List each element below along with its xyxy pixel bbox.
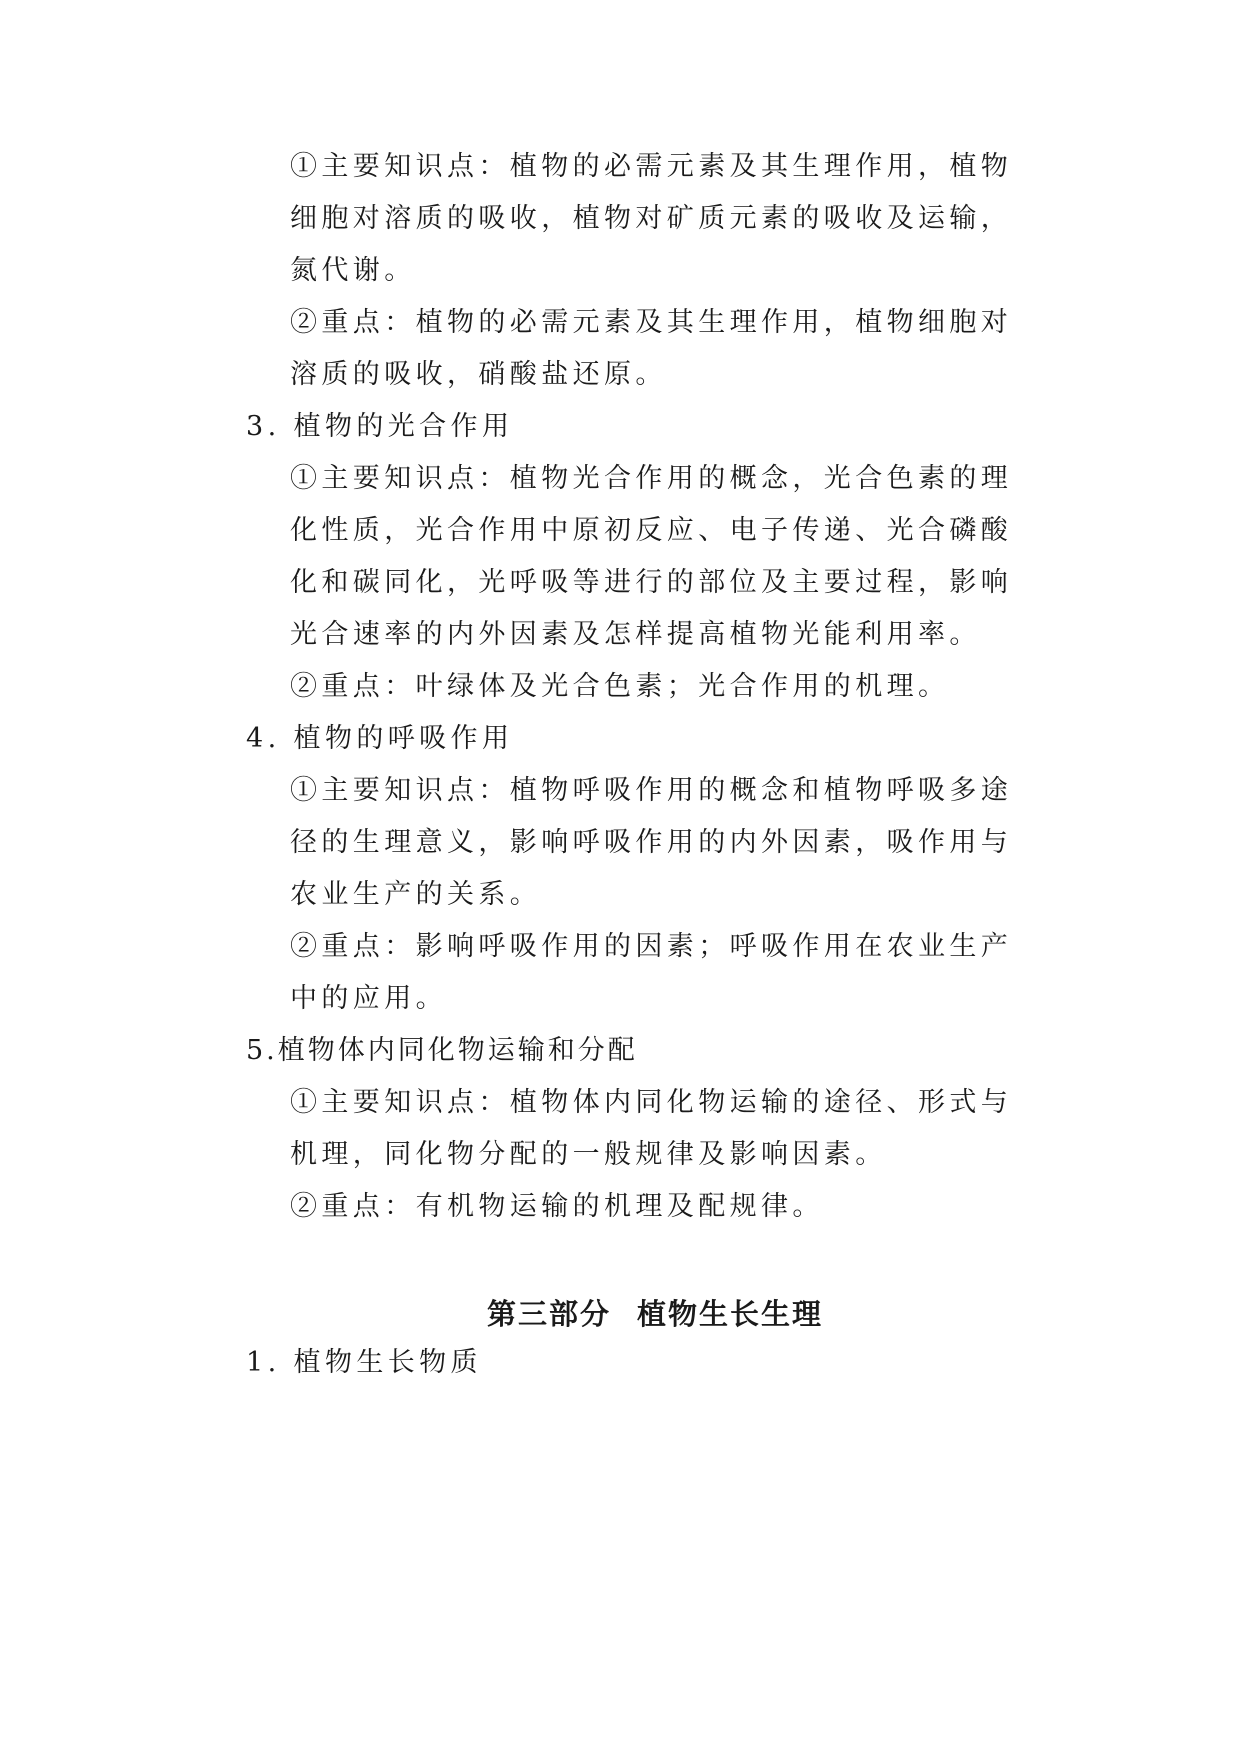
part-heading [0, 1296, 1240, 1332]
key-points-line: ②重点：植物的必需元素及其生理作用，植物细胞对 [290, 307, 1013, 338]
knowledge-points-line: 机理，同化物分配的一般规律及影响因素。 [290, 1139, 887, 1170]
section-title-growth-substances: 1. 植物生长物质 [246, 1347, 482, 1378]
key-points-line: ②重点：影响呼吸作用的因素；呼吸作用在农业生产 [290, 931, 1013, 962]
part-heading-title: 植物生长生理 [637, 1297, 824, 1331]
knowledge-points-line: 径的生理意义，影响呼吸作用的内外因素，吸作用与 [290, 827, 1013, 858]
key-points-line: 中的应用。 [290, 983, 447, 1014]
knowledge-points-line: 化性质，光合作用中原初反应、电子传递、光合磷酸 [290, 515, 1013, 546]
key-points-line: 溶质的吸收，硝酸盐还原。 [290, 359, 667, 390]
knowledge-points-line: ①主要知识点：植物的必需元素及其生理作用，植物 [290, 151, 1013, 182]
knowledge-points-line: 农业生产的关系。 [290, 879, 542, 910]
knowledge-points-line: 光合速率的内外因素及怎样提高植物光能利用率。 [290, 619, 981, 650]
key-points-line: ②重点：叶绿体及光合色素；光合作用的机理。 [290, 671, 950, 702]
part-heading-number: 第三部分 [486, 1297, 611, 1331]
section-title-photosynthesis: 3. 植物的光合作用 [246, 411, 514, 442]
section-title-assimilate-transport: 5.植物体内同化物运输和分配 [246, 1035, 638, 1066]
knowledge-points-line: ①主要知识点：植物体内同化物运输的途径、形式与 [290, 1087, 1013, 1118]
knowledge-points-line: 细胞对溶质的吸收，植物对矿质元素的吸收及运输， [290, 203, 1013, 234]
knowledge-points-line: 化和碳同化，光呼吸等进行的部位及主要过程，影响 [290, 567, 1013, 598]
knowledge-points-line: 氮代谢。 [290, 255, 416, 286]
section-title-respiration: 4. 植物的呼吸作用 [246, 723, 514, 754]
key-points-line: ②重点：有机物运输的机理及配规律。 [290, 1191, 824, 1222]
knowledge-points-line: ①主要知识点：植物光合作用的概念，光合色素的理 [290, 463, 1013, 494]
knowledge-points-line: ①主要知识点：植物呼吸作用的概念和植物呼吸多途 [290, 775, 1013, 806]
